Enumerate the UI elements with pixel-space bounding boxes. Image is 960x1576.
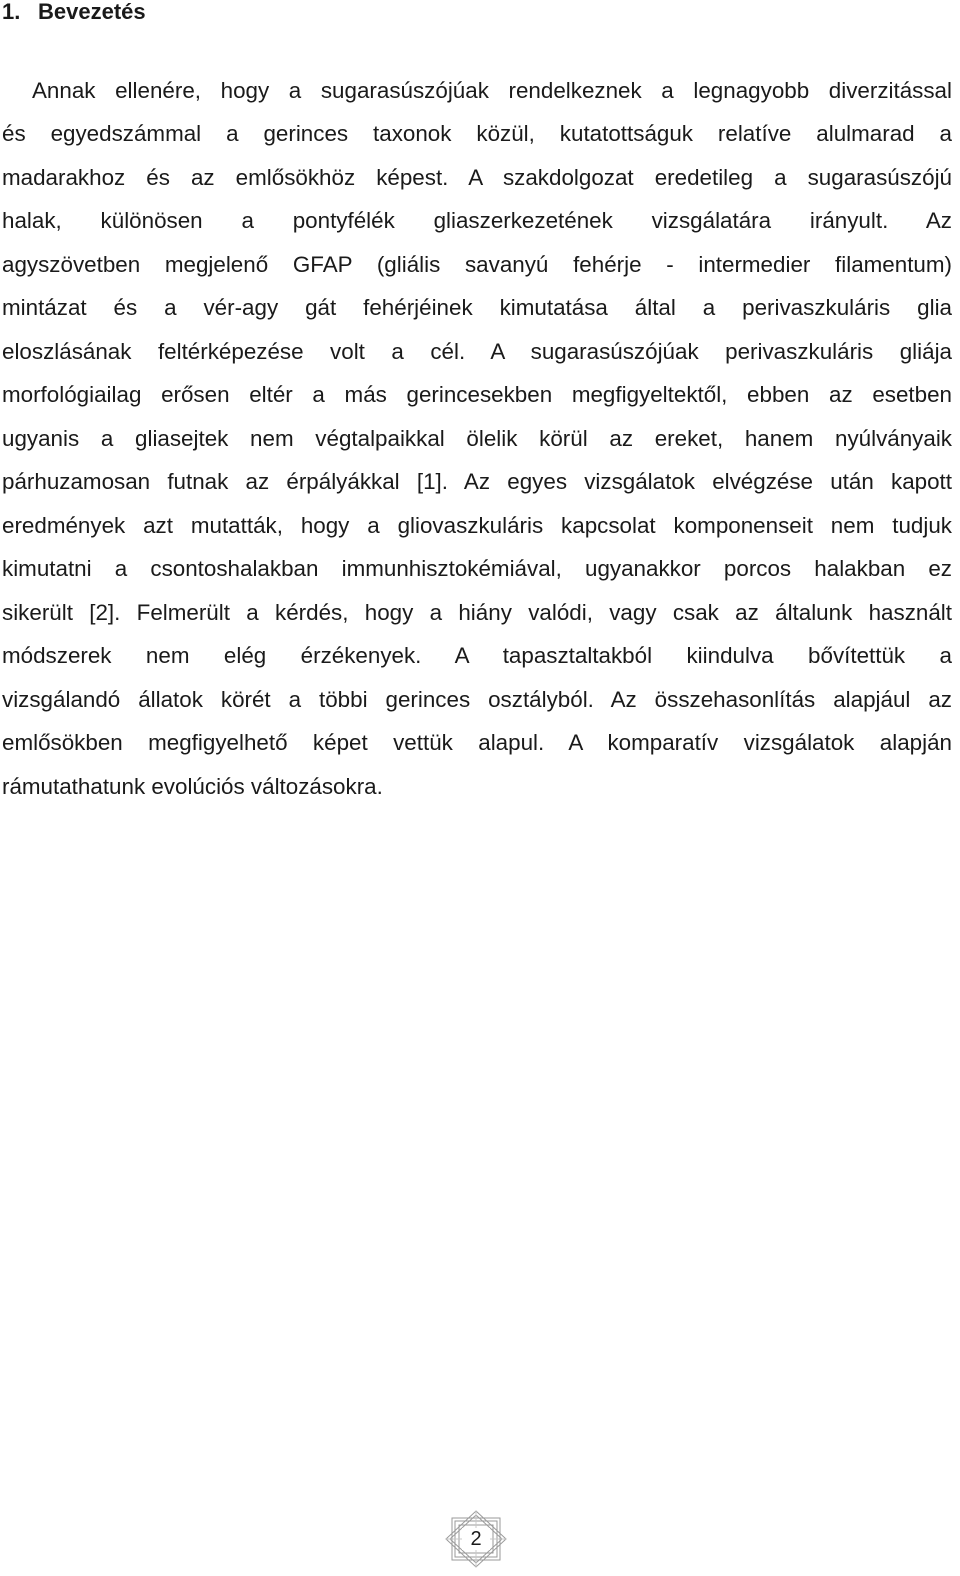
paragraph-line: vizsgálandó állatok körét a többi gerinces osztályból. Az összehasonlítás alapjául az — [2, 687, 952, 712]
paragraph-line: sikerült [2]. Felmerült a kérdés, hogy a hiány valódi, vagy csak az általunk használt — [2, 600, 952, 625]
paragraph-line: kimutatni a csontoshalakban immunhisztokémiával, ugyanakkor porcos halakban ez — [2, 556, 952, 581]
paragraph-line: morfológiailag erősen eltér a más gerincesekben megfigyeltektől, ebben az esetben — [2, 382, 952, 407]
paragraph-line: eredmények azt mutatták, hogy a gliovaszkuláris kapcsolat komponenseit nem tudjuk — [2, 513, 952, 538]
section-heading — [2, 0, 146, 26]
section-number: 1. — [2, 0, 21, 24]
paragraph-line: párhuzamosan futnak az érpályákkal [1]. Az egyes vizsgálatok elvégzése után kapott — [2, 469, 952, 494]
paragraph-line: agyszövetben megjelenő GFAP (gliális savanyú fehérje - intermedier filamentum) — [2, 252, 952, 277]
paragraph-line: ugyanis a gliasejtek nem végtalpaikkal ölelik körül az ereket, hanem nyúlványaik — [2, 426, 952, 451]
paragraph-line: rámutathatunk evolúciós változásokra. — [2, 774, 383, 799]
page-number: 2 — [470, 1528, 482, 1550]
section-title: Bevezetés — [38, 0, 146, 24]
paragraph-line: Annak ellenére, hogy a sugarasúszójúak rendelkeznek a legnagyobb diverzitással — [32, 78, 952, 103]
paragraph-line: és egyedszámmal a gerinces taxonok közül, kutatottságuk relatíve alulmarad a — [2, 121, 952, 146]
page-number-badge — [444, 1510, 508, 1568]
paragraph-line: mintázat és a vér-agy gát fehérjéinek kimutatása által a perivaszkuláris glia — [2, 295, 952, 320]
paragraph-line: eloszlásának feltérképezése volt a cél. A sugarasúszójúak perivaszkuláris gliája — [2, 339, 952, 364]
paragraph-line: módszerek nem elég érzékenyek. A tapasztaltakból kiindulva bővítettük a — [2, 643, 952, 668]
paragraph-line: emlősökben megfigyelhető képet vettük alapul. A komparatív vizsgálatok alapján — [2, 730, 952, 755]
paragraph-line: halak, különösen a pontyfélék gliaszerkezetének vizsgálatára irányult. Az — [2, 208, 952, 233]
paragraph-line: madarakhoz és az emlősökhöz képest. A szakdolgozat eredetileg a sugarasúszójú — [2, 165, 952, 190]
